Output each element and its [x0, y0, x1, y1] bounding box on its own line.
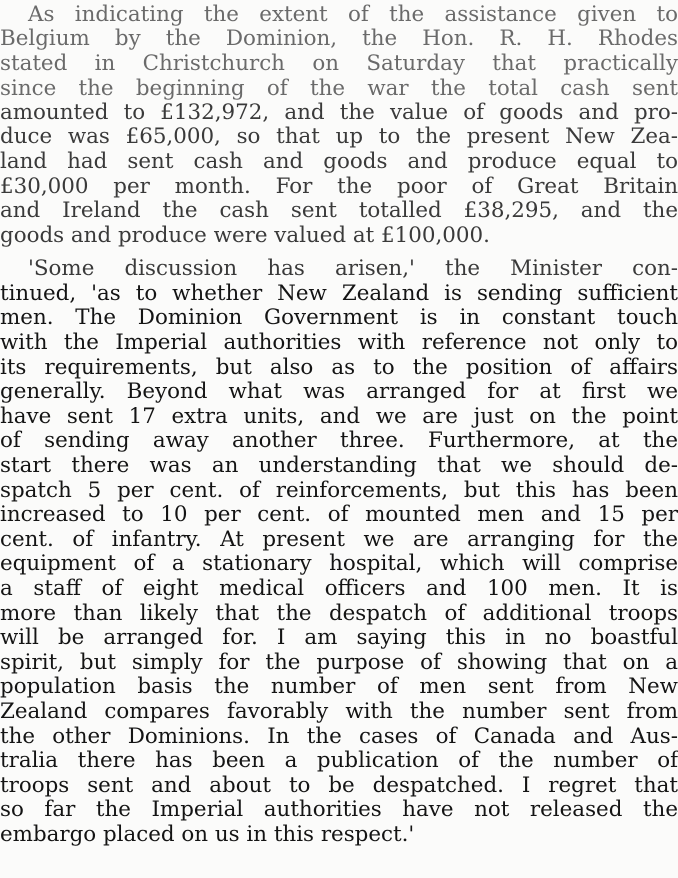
text-line: the other Dominions. In the cases of Canada and Aus-: [0, 724, 678, 749]
text-line: Belgium by the Dominion, the Hon. R. H. Rhodes: [0, 26, 678, 51]
text-line: equipment of a stationary hospital, which will comprise: [0, 551, 678, 576]
text-line: spirit, but simply for the purpose of showing that on a: [0, 650, 678, 675]
text-line: £30,000 per month. For the poor of Great Britain: [0, 174, 678, 199]
text-line: goods and produce were valued at £100,000.: [0, 223, 490, 248]
text-line: have sent 17 extra units, and we are just on the point: [0, 404, 678, 429]
text-line: since the beginning of the war the total cash sent: [0, 76, 678, 101]
text-line: land had sent cash and goods and produce equal to: [0, 149, 678, 174]
text-line: embargo placed on us in this respect.': [0, 822, 415, 847]
text-line: population basis the number of men sent from New: [0, 674, 678, 699]
text-line: and Ireland the cash sent totalled £38,295, and the: [0, 198, 678, 223]
text-line: increased to 10 per cent. of mounted men and 15 per: [0, 502, 678, 527]
text-line: tralia there has been a publication of the number of: [0, 748, 678, 773]
text-line: a staff of eight medical officers and 100 men. It is: [0, 576, 678, 601]
text-line: troops sent and about to be despatched. I regret that: [0, 773, 678, 798]
text-line: start there was an understanding that we should de-: [0, 453, 678, 478]
text-line: amounted to £132,972, and the value of goods and pro-: [0, 100, 678, 125]
text-line: Zealand compares favorably with the number sent from: [0, 699, 678, 724]
text-line: cent. of infantry. At present we are arranging for the: [0, 527, 678, 552]
text-line: with the Imperial authorities with reference not only to: [0, 330, 678, 355]
text-line: so far the Imperial authorities have not released the: [0, 797, 678, 822]
text-line: As indicating the extent of the assistance given to: [28, 2, 678, 27]
text-line: spatch 5 per cent. of reinforcements, but this has been: [0, 478, 678, 503]
text-line: of sending away another three. Furthermore, at the: [0, 428, 678, 453]
text-line: duce was £65,000, so that up to the present New Zea-: [0, 124, 678, 149]
text-line: will be arranged for. I am saying this in no boastful: [0, 625, 678, 650]
text-line: stated in Christchurch on Saturday that practically: [0, 51, 678, 76]
text-line: 'Some discussion has arisen,' the Minister con-: [28, 256, 678, 281]
text-line: tinued, 'as to whether New Zealand is sending sufficient: [0, 281, 678, 306]
text-line: generally. Beyond what was arranged for at first we: [0, 379, 678, 404]
text-line: more than likely that the despatch of additional troops: [0, 601, 678, 626]
text-line: its requirements, but also as to the position of affairs: [0, 355, 678, 380]
text-line: men. The Dominion Government is in constant touch: [0, 305, 678, 330]
